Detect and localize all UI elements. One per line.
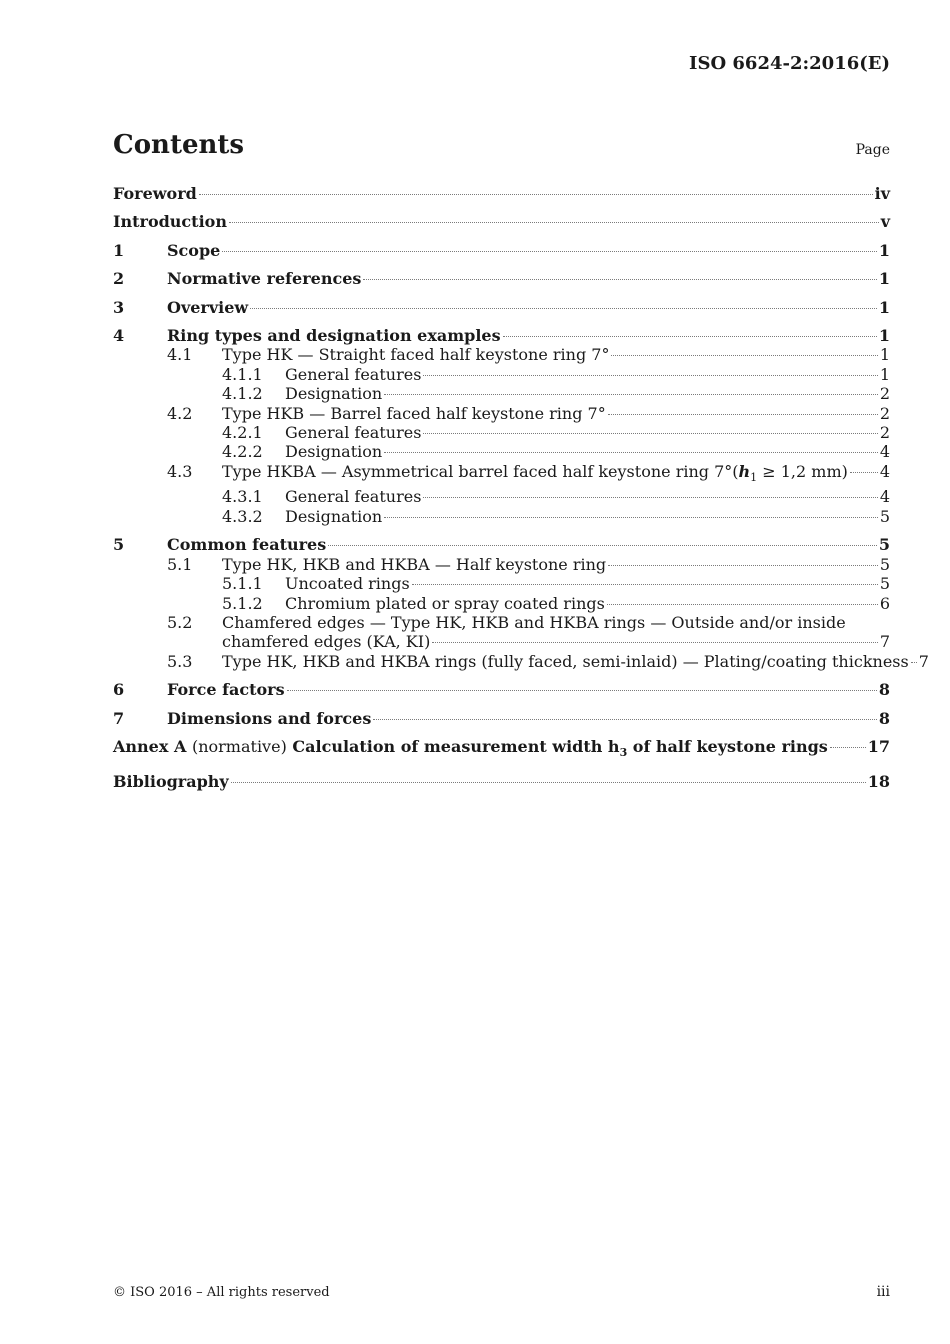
toc-title: Type HK, HKB and HKBA — Half keystone ring — [222, 554, 607, 574]
toc-number: 5 — [113, 535, 125, 555]
toc-page: 5 — [879, 554, 890, 574]
toc-entry-5-3[interactable] — [113, 651, 929, 671]
toc-page: 17 — [867, 736, 890, 756]
toc-page: iv — [874, 184, 890, 203]
toc-entry-5-1-2[interactable] — [113, 594, 890, 613]
toc-entry-5-2-line2[interactable] — [113, 632, 890, 651]
toc-title: Chromium plated or spray coated rings — [285, 593, 605, 613]
toc-leader — [850, 472, 878, 473]
toc-leader — [608, 565, 878, 566]
toc-entry-4-3-1[interactable] — [113, 487, 890, 506]
toc-title: Type HKB — Barrel faced half keystone ring 7° — [222, 403, 606, 423]
toc-entry-introduction[interactable] — [113, 212, 890, 231]
toc-title: Designation — [285, 506, 383, 526]
toc-entry-5-1-1[interactable] — [113, 574, 890, 593]
toc-title: Scope — [167, 240, 221, 260]
toc-title: General features — [285, 487, 422, 507]
page-number: iii — [876, 1284, 890, 1300]
toc-number: 4.3.1 — [222, 487, 263, 507]
toc-leader — [911, 662, 917, 663]
toc-title: Normative references — [167, 269, 362, 289]
toc-title: Designation — [285, 384, 383, 404]
toc-leader — [373, 719, 877, 720]
toc-entry-5[interactable] — [113, 535, 890, 554]
toc-title: Chamfered edges — Type HK, HKB and HKBA rings — Outside and/or inside — [222, 612, 846, 632]
toc-entry-5-2-line1[interactable] — [113, 613, 890, 632]
toc-leader — [412, 584, 878, 585]
toc-title-continued: chamfered edges (KA, KI) — [222, 632, 431, 652]
toc-title: General features — [285, 364, 422, 384]
toc-number: 5.3 — [167, 651, 193, 671]
toc-number: 2 — [113, 269, 125, 289]
toc-leader — [250, 308, 877, 309]
toc-page: 7 — [879, 632, 890, 652]
toc-title: Type HK — Straight faced half keystone ring 7° — [222, 345, 610, 365]
toc-number: 4.2.1 — [222, 423, 263, 443]
toc-number: 4.2 — [167, 403, 193, 423]
toc-page: 18 — [867, 771, 890, 791]
toc-title: Force factors — [167, 680, 285, 700]
toc-entry-4-3-2[interactable] — [113, 507, 890, 526]
toc-page: 1 — [878, 269, 890, 289]
toc-title: Type HK, HKB and HKBA rings (fully faced, semi-inlaid) — Plating/coating thickness — [222, 651, 909, 671]
toc-leader — [384, 394, 878, 395]
toc-entry-4-2[interactable] — [113, 404, 890, 423]
toc-leader — [363, 279, 876, 280]
toc-page: 4 — [879, 442, 890, 462]
toc-number: 4.2.2 — [222, 442, 263, 462]
toc-leader — [229, 222, 879, 223]
toc-page: 2 — [879, 423, 890, 443]
toc-page: 4 — [879, 461, 890, 481]
toc-page: v — [880, 212, 890, 232]
toc-page: 8 — [878, 708, 890, 728]
toc-entry-6[interactable] — [113, 680, 890, 699]
toc-entry-4-1[interactable] — [113, 345, 890, 364]
document-id: ISO 6624-2:2016(E) — [689, 53, 890, 74]
toc-entry-4-2-1[interactable] — [113, 423, 890, 442]
toc-entry-3[interactable] — [113, 298, 890, 317]
toc-entry-4[interactable] — [113, 326, 890, 345]
toc-leader — [503, 336, 877, 337]
toc-leader — [199, 194, 873, 195]
toc-title: Bibliography — [113, 771, 229, 791]
toc-leader — [432, 642, 877, 643]
toc-entry-4-1-2[interactable] — [113, 384, 890, 403]
toc-title: Annex A (normative) Calculation of measurement width $h_3$ of half keystone rings — [113, 736, 828, 760]
toc-number: 5.1.1 — [222, 574, 263, 594]
toc-title: Common features — [167, 535, 327, 555]
toc-number: 3 — [113, 297, 125, 317]
copyright-notice: © ISO 2016 – All rights reserved — [113, 1285, 330, 1300]
toc-page: 1 — [879, 364, 890, 384]
toc-page: 5 — [879, 574, 890, 594]
toc-page: 1 — [878, 240, 890, 260]
toc-number: 7 — [113, 708, 125, 728]
toc-number: 4.1.2 — [222, 384, 263, 404]
toc-entry-annex-a[interactable] — [113, 737, 890, 763]
toc-entry-5-1[interactable] — [113, 555, 890, 574]
toc-page: 1 — [878, 326, 890, 346]
toc-title: Foreword — [113, 184, 197, 203]
toc-page: 1 — [879, 345, 890, 365]
toc-page: 2 — [879, 384, 890, 404]
toc-leader — [231, 782, 866, 783]
toc-title: General features — [285, 423, 422, 443]
toc-page: 2 — [879, 403, 890, 423]
toc-leader — [384, 452, 878, 453]
toc-entry-bibliography[interactable] — [113, 772, 890, 791]
toc-leader — [328, 545, 877, 546]
toc-number: 4.1.1 — [222, 364, 263, 384]
toc-leader — [222, 251, 877, 252]
toc-page: 7 — [918, 651, 929, 671]
toc-entry-2[interactable] — [113, 269, 890, 288]
toc-leader — [611, 355, 877, 356]
toc-entry-4-2-2[interactable] — [113, 442, 890, 461]
toc-number: 4 — [113, 326, 125, 346]
toc-leader — [384, 517, 878, 518]
toc-number: 5.1 — [167, 554, 193, 574]
toc-leader — [423, 375, 877, 376]
contents-title: Contents — [113, 130, 245, 160]
toc-title: Dimensions and forces — [167, 708, 372, 728]
toc-title: Ring types and designation examples — [167, 326, 501, 346]
toc-number: 5.1.2 — [222, 593, 263, 613]
toc-title: Overview — [167, 297, 249, 317]
toc-entry-4-3[interactable] — [113, 462, 890, 488]
toc-title: Uncoated rings — [285, 574, 410, 594]
toc-leader — [608, 414, 878, 415]
toc-entry-4-1-1[interactable] — [113, 365, 890, 384]
toc-page: 5 — [879, 506, 890, 526]
toc-entry-1[interactable] — [113, 241, 890, 260]
toc-entry-foreword[interactable] — [113, 184, 890, 203]
toc-entry-7[interactable] — [113, 709, 890, 728]
toc-number: 1 — [113, 240, 125, 260]
toc-leader — [423, 497, 877, 498]
page-column-label: Page — [855, 142, 890, 158]
toc-number: 4.1 — [167, 345, 193, 365]
toc-number: 4.3.2 — [222, 506, 263, 526]
toc-title: Type HKBA — Asymmetrical barrel faced half keystone ring $7^\circ(h_1 \ge 1,2$ mm) — [222, 461, 848, 485]
toc-page: 1 — [878, 297, 890, 317]
toc-number: 5.2 — [167, 612, 193, 632]
table-of-contents — [113, 184, 929, 791]
toc-page: 5 — [878, 535, 890, 555]
toc-page: 8 — [878, 680, 890, 700]
toc-number: 6 — [113, 680, 125, 700]
toc-title: Designation — [285, 442, 383, 462]
toc-leader — [423, 433, 877, 434]
toc-number: 4.3 — [167, 461, 193, 481]
toc-leader — [287, 690, 877, 691]
toc-page: 6 — [879, 593, 890, 613]
toc-leader — [607, 604, 878, 605]
toc-leader — [830, 747, 866, 748]
toc-title: Introduction — [113, 212, 227, 232]
toc-page: 4 — [879, 487, 890, 507]
